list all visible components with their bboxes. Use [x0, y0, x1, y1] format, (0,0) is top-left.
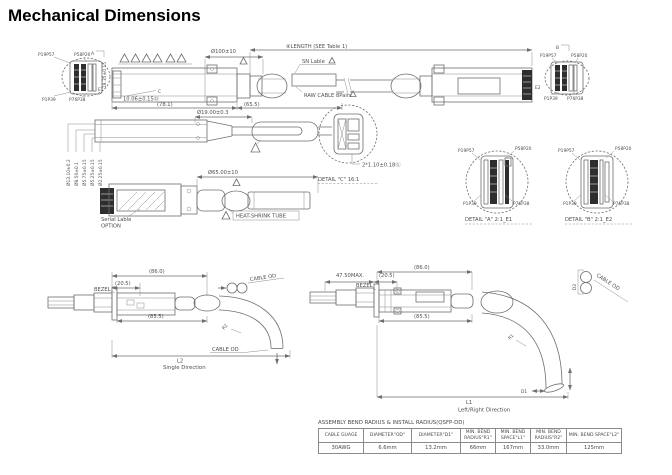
pin-label: P19P57: [38, 53, 55, 58]
table-header-cell: MIN. BEND SPACE"L2": [567, 429, 622, 443]
dim-tube: Ø65.00±10: [208, 170, 238, 176]
dim-205: (20.5): [379, 273, 395, 279]
dim-boot: (65.5): [244, 102, 260, 108]
note-sn-label: SN Lable: [302, 59, 325, 65]
pin-label: P19P57: [458, 149, 475, 154]
dim-length: ④LENGTH (SEE Table 1): [286, 44, 348, 50]
dim-855: (85.5): [414, 314, 430, 320]
flat-side-view: [95, 109, 332, 152]
length-l1: L1: [466, 400, 473, 406]
dim-body: (78.1): [157, 102, 173, 108]
pin-label: P58P20: [74, 53, 91, 58]
dim-stack: Ø8.50±0.1: [75, 162, 80, 186]
table-header-cell: DIAMETER"D1": [412, 429, 461, 443]
dim-stack: Ø13.10±0.2: [67, 159, 72, 186]
table-header-cell: MIN. BEND SPACE"L1": [496, 429, 531, 443]
warning-triangle-icon: [329, 58, 335, 64]
serial-label-view: [100, 169, 318, 230]
bend-radius-table: [318, 428, 622, 454]
dim-height: 18.35±0.15: [103, 61, 108, 88]
dim-flat: Ø19.00±0.3: [197, 110, 229, 116]
pin-label: P1P39: [463, 202, 477, 207]
table-header-cell: CABLE GUAGE: [319, 429, 364, 443]
dia-d1: D1: [521, 390, 528, 395]
detail-b: [558, 146, 633, 224]
dim-stack: Ø5.75±0.15: [83, 159, 88, 186]
cable-od-label: CABLE OD: [249, 273, 277, 283]
warning-triangle-icons: [118, 54, 192, 64]
dim-pitch: 2*1.10±0.18Ⓖ: [362, 162, 401, 169]
page-title: Mechanical Dimensions: [8, 6, 201, 25]
dim-stack: Ø5.25±0.15: [91, 159, 96, 186]
table-header-cell: DIAMETER"OD": [364, 429, 412, 443]
caption-single: Single Direction: [163, 365, 206, 371]
detail-a-caption: DETAIL "A" 2:1_E1: [465, 217, 513, 223]
detail-b-caption: DETAIL "B" 2:1_E2: [565, 217, 613, 223]
detail-c: [318, 105, 401, 184]
single-direction-view: [48, 269, 290, 371]
table-header-cell: MIN. BEND RADIUS"R1": [461, 429, 496, 443]
pin-label: P58P20: [615, 147, 632, 152]
pin-label: P76P38: [513, 202, 530, 207]
pin-label: P1P39: [42, 98, 56, 103]
table-cell: 33.0mm: [531, 443, 567, 454]
side-view-assembly: [98, 44, 541, 110]
dim-86: (86.0): [414, 265, 430, 271]
pin-label: P76P38: [613, 202, 630, 207]
dim-sn-pos: Ø100±10: [211, 49, 236, 55]
dia-d2: D2: [573, 283, 578, 290]
dim-pad: 10.06±0.15Ⓑ: [123, 96, 159, 103]
ref-e1: E1: [98, 88, 104, 93]
bend-radius-table-section: [318, 420, 621, 454]
pin-label: P1P39: [563, 202, 577, 207]
warning-triangle-icon: [240, 58, 247, 65]
note-heat-shrink: HEAT-SHRINK TUBE: [236, 213, 286, 220]
end-view-right: [540, 45, 589, 102]
table-cell: 125mm: [567, 443, 622, 454]
table-cell: 66mm: [461, 443, 496, 454]
end-view-left: [38, 51, 110, 103]
detail-a: [458, 146, 533, 224]
cable-od-label: CABLE OD: [212, 347, 239, 353]
length-l2: L2: [177, 358, 184, 365]
cable-cross-section-icon: [572, 270, 628, 302]
table-header-cell: MIN. BEND RADIUS"R2": [531, 429, 567, 443]
cable-cross-section-icon: [218, 273, 284, 293]
table-cell: 6.6mm: [364, 443, 412, 454]
dim-205: (20.5): [115, 281, 131, 287]
leftright-direction-view: [310, 265, 628, 414]
warning-triangle-icon: [222, 212, 230, 220]
warning-triangle-icon: [251, 143, 260, 152]
warning-triangle-icon: [233, 179, 240, 186]
detail-ref-a: A: [91, 52, 95, 57]
table-row: [319, 443, 622, 454]
ref-c: C: [158, 90, 162, 95]
stacked-dimensions: [65, 124, 104, 186]
pin-label: P58P20: [571, 54, 588, 59]
pin-label: P58P20: [515, 147, 532, 152]
pin-label: P76P38: [69, 98, 86, 103]
bezel-label: BEZEL: [94, 287, 111, 293]
radius-r2: R2: [221, 323, 230, 332]
detail-ref-b: B: [556, 46, 560, 51]
detail-c-caption: DETAIL "C" 16:1: [318, 177, 360, 183]
caption-leftright: Left/Right Direction: [458, 407, 511, 414]
dim-stack: Ø2.25±0.15: [99, 159, 104, 186]
radius-r1: R1: [507, 333, 516, 342]
pin-label: P19P57: [558, 149, 575, 154]
table-cell: 167mm: [496, 443, 531, 454]
table-title: ASSEMBLY BEND RADIUS & INSTALL RADIUS(QSFP-DD): [318, 420, 465, 426]
dim-86: (86.0): [149, 269, 165, 275]
pin-label: P1P39: [544, 97, 558, 102]
table-cell: 30AWG: [319, 443, 364, 454]
pin-label: P19P57: [540, 54, 557, 59]
ref-e2: E2: [535, 86, 541, 91]
bezel-label: BEZEL: [356, 283, 373, 289]
note-raw-cable: RAW CABLE 8Pairs: [304, 93, 352, 99]
pin-label: P76P38: [567, 97, 584, 102]
dim-855: (85.5): [148, 314, 164, 320]
dim-475: 47.50MAX.: [336, 273, 365, 279]
cable-od-label: CABLE OD: [594, 272, 621, 293]
table-cell: 13.2mm: [412, 443, 461, 454]
note-serial-option: OPTION: [101, 223, 121, 230]
note-serial-label: Serial Lable: [101, 217, 132, 223]
